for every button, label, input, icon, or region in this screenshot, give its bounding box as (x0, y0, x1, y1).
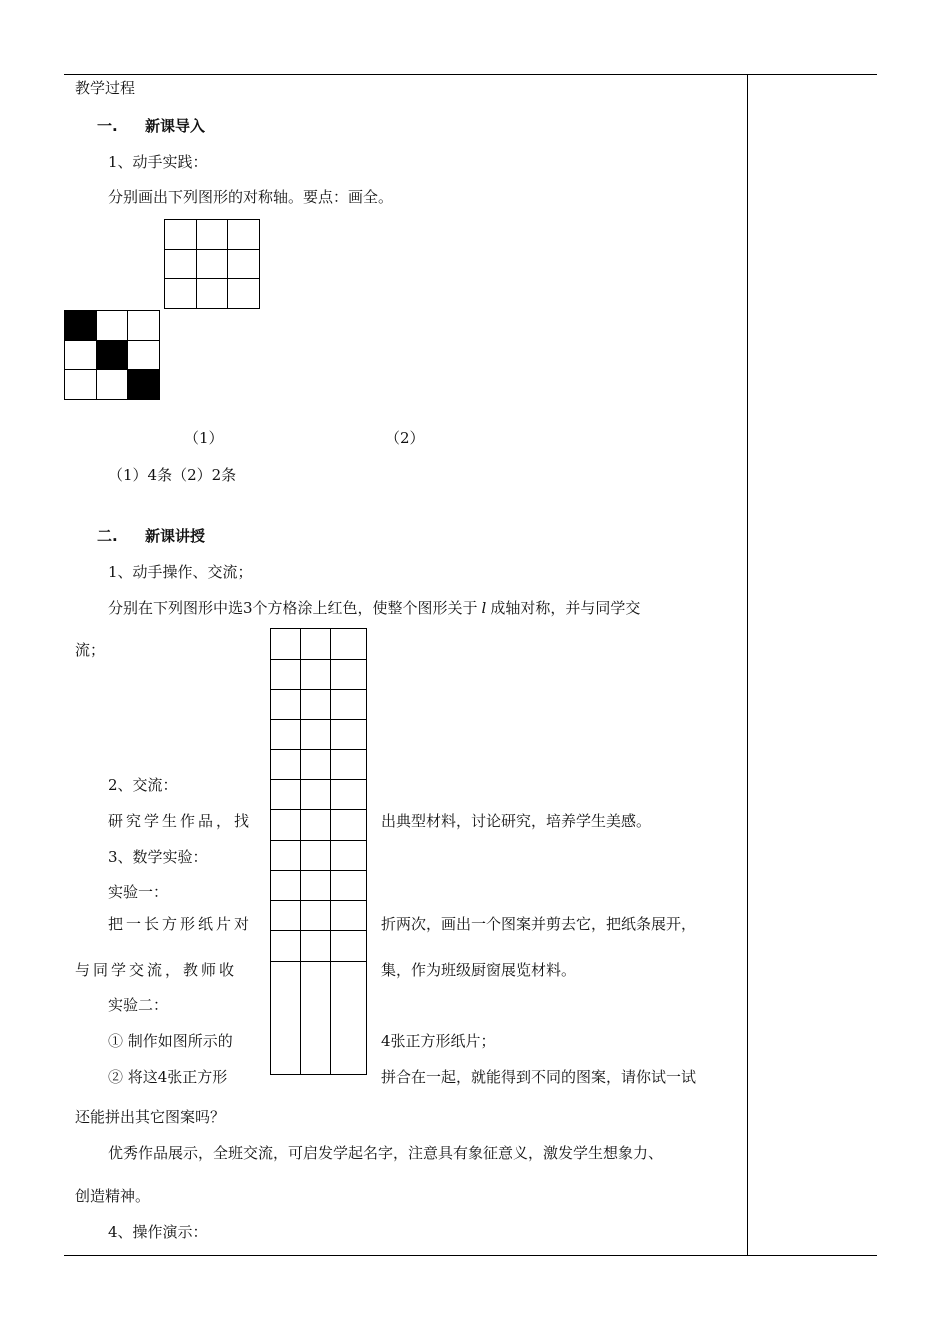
experiment1-left: 把一长方形纸片对 (108, 915, 253, 933)
section2-item2-right: 出典型材料，讨论研究，培养学生美感。 (381, 812, 652, 830)
grid-cell-empty (65, 341, 97, 371)
figure-2-label: （2） (385, 429, 425, 447)
grid-cell-filled (128, 370, 160, 400)
figure-1-grid (64, 310, 160, 400)
experiment1-left2: 与同学交流，教师收 (75, 961, 238, 979)
grid-cell-empty (128, 341, 160, 371)
experiment1-title: 实验一： (108, 883, 169, 901)
table-column-divider (747, 74, 748, 1256)
section2-item2: 2、交流： (108, 776, 178, 794)
strip-grid (270, 628, 368, 1076)
section2-number: 二. (97, 527, 118, 545)
section1-title: 新课导入 (145, 117, 206, 135)
table-top-border (64, 74, 877, 75)
experiment2-step3: 还能拼出其它图案吗？ (75, 1108, 226, 1126)
grid-cell-empty (128, 311, 160, 341)
experiment2-title: 实验二： (108, 996, 169, 1014)
showcase-line-b: 创造精神。 (75, 1187, 151, 1205)
experiment1-right: 折两次，画出一个图案并剪去它，把纸条展开， (381, 915, 697, 933)
heading: 教学过程 (75, 79, 136, 97)
section1-answer: （1）4条（2）2条 (108, 466, 237, 484)
figure-2-grid (164, 219, 260, 309)
section2-item2-left: 研究学生作品，找 (108, 812, 253, 830)
section1-instruction: 分别画出下列图形的对称轴。要点：画全。 (108, 188, 394, 206)
experiment2-step1-right: 4张正方形纸片； (381, 1032, 496, 1050)
experiment2-step2-left: ② 将这4张正方形 (108, 1068, 228, 1086)
grid-cell-empty (97, 370, 129, 400)
experiment1-right2: 集，作为班级厨窗展览材料。 (381, 961, 577, 979)
section1-number: 一. (97, 117, 118, 135)
experiment2-step2-right: 拼合在一起，就能得到不同的图案，请你试一试 (381, 1068, 697, 1086)
grid-cell-filled (65, 311, 97, 341)
figure-1-label: （1） (184, 429, 224, 447)
section2-title: 新课讲授 (145, 527, 206, 545)
section2-item3: 3、数学实验： (108, 848, 208, 866)
table-bottom-border (64, 1255, 877, 1256)
section2-instruction-a: 分别在下列图形中选3个方格涂上红色，使整个图形关于 l 成轴对称，并与同学交 (108, 599, 641, 617)
grid-cell-filled (97, 341, 129, 371)
grid-cell-empty (97, 311, 129, 341)
showcase-line-a: 优秀作品展示，全班交流，可启发学起名字，注意具有象征意义，激发学生想象力、 (108, 1144, 664, 1162)
section2-item4: 4、操作演示： (108, 1223, 208, 1241)
section1-item1: 1、动手实践： (108, 153, 208, 171)
section2-instruction-c: 流； (75, 641, 106, 659)
section2-item1: 1、动手操作、交流； (108, 563, 253, 581)
experiment2-step1-left: ① 制作如图所示的 (108, 1032, 233, 1050)
grid-cell-empty (65, 370, 97, 400)
